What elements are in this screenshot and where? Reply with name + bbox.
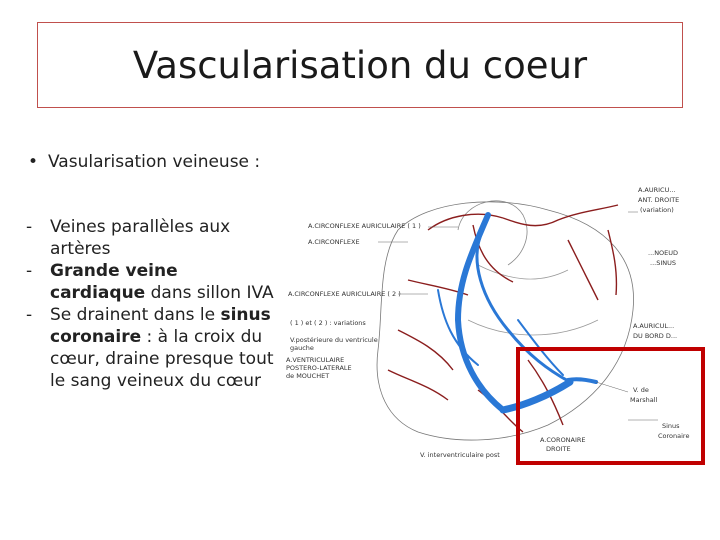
list-item — [26, 304, 276, 392]
list-text: : à la croix du cœur, draine presque tout le sang veineux du cœur — [50, 327, 274, 391]
bold-text: Grande veine cardiaque — [50, 261, 178, 303]
label-a6: A.VENTRICULAIRE — [286, 356, 345, 364]
label-r1b: ANT. DROITE — [638, 196, 680, 204]
list-item — [26, 216, 276, 260]
list-item — [26, 260, 276, 304]
label-a1: A.CIRCONFLEXE AURICULAIRE ( 1 ) — [308, 222, 421, 230]
label-a6b: POSTERO-LATERALE — [286, 364, 352, 372]
label-a5b: gauche — [290, 344, 314, 352]
label-r2: ...NOEUD — [648, 249, 679, 257]
bullet-dot: • — [28, 152, 39, 172]
label-r1c: (variation) — [640, 206, 674, 214]
highlight-frame — [516, 347, 705, 465]
label-r3b: DU BORD D... — [633, 332, 678, 340]
label-a6c: de MOUCHET — [286, 372, 330, 380]
label-r1: A.AURICU... — [638, 186, 676, 194]
bullet-line — [28, 152, 260, 172]
label-r5b: Coronaire — [658, 432, 690, 440]
bold-text: sinus coronaire — [50, 305, 271, 347]
label-a2: A.CIRCONFLEXE — [308, 238, 360, 246]
list-text: Se drainent dans le — [50, 305, 221, 325]
list-dash: - — [26, 261, 33, 281]
label-r3: A.AURICUL... — [633, 322, 675, 330]
list-dash: - — [26, 305, 33, 325]
dash-list — [26, 216, 276, 392]
list-text: dans sillon IVA — [145, 283, 274, 303]
label-r4: V. de — [633, 386, 649, 394]
label-b2: V. interventriculaire post — [420, 451, 500, 459]
label-r4b: Marshall — [630, 396, 658, 404]
bullet-text: Vasularisation veineuse : — [48, 152, 261, 172]
label-a5: V.postérieure du ventricule — [290, 336, 378, 344]
label-a4: ( 1 ) et ( 2 ) : variations — [290, 319, 366, 327]
label-r2b: ...SINUS — [650, 259, 676, 267]
label-b1: A.CORONAIRE — [540, 436, 586, 444]
list-text: Veines parallèles aux artères — [50, 217, 231, 259]
list-dash: - — [26, 217, 33, 237]
label-a3: A.CIRCONFLEXE AURICULAIRE ( 2 ) — [288, 290, 401, 298]
title-box — [37, 22, 683, 108]
label-r5: Sinus — [662, 422, 680, 430]
slide-title: Vascularisation du coeur — [132, 43, 588, 87]
label-b1b: DROITE — [546, 445, 571, 453]
